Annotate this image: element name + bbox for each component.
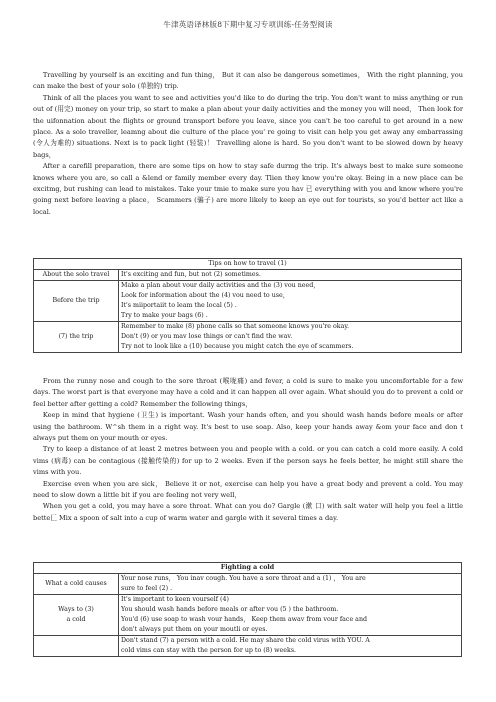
passage-two — [33, 376, 463, 524]
row-label: About the solo travel — [34, 270, 119, 281]
passage-one-para-1: Travelling by yourself is an exciting and fun thing， But it can also be dangerous sometimes， With the right planning, you can make the best of your solo (单独的) trip. — [33, 71, 463, 91]
row-line: Look for information about the (4) vou need to use， — [121, 292, 290, 299]
fighting-cold-table — [33, 562, 462, 657]
travel-tips-table — [33, 258, 462, 353]
passage-two-para-5: When you get a cold, you may have a sore throat. What can you do? Gargle (漱 口) with salt water will help you feel a little bette匚 Mix a spoon of salt into a cup of warm water and gargle with it several times a day. — [33, 502, 463, 522]
passage-two-para-4: Exercise even when you are sick， Believe it or not, exercise can help you have a great body and prevent a cold. You may need to slow down a little bit if you are feeling not very well， — [33, 479, 463, 500]
row-line: Don't stand (7) a person with a cold. He may share the cold virus with YOU. A — [121, 637, 370, 644]
row-label: What a cold causes — [34, 574, 119, 595]
passage-one-para-3: After a carefill preparation, there are some tips on how to stay safe durmg the trip. It's always best to make sure someone knows where you are, so call a &lend or family member every day. Tlien they know you're okay. Being in a new place can be excitmg, but rushing can lead to mistakes. Take your tmie to make sure you hav 已 everything with you and know where you're going next before leaving a place， Scammers (骗子) are more likely to keep an eye out for tourists, so you'd better act like a local. — [33, 162, 463, 216]
table-row — [34, 270, 462, 281]
row-line: Make a plan about vour daily activities and the (3) vou need， — [121, 282, 320, 289]
row-line: cold vims can stay with the person for up to (8) weeks. — [121, 647, 297, 654]
row-label: Ways to (3) a cold — [34, 595, 119, 636]
row-line: You should wash hands before meals or after vou (5 ) the bathroom. — [121, 606, 339, 613]
table-title: Tips on how to travel (1) — [34, 259, 462, 270]
row-content — [119, 322, 462, 353]
table-title: Fighting a cold — [34, 563, 462, 574]
row-line: Don't (9) or you mav lose things or can't find the wav. — [121, 333, 293, 340]
row-line: Try to make your bags (6) . — [121, 312, 208, 319]
row-label: (7) the trip — [34, 322, 119, 353]
row-content — [119, 270, 462, 281]
row-label — [34, 636, 119, 657]
row-content — [119, 574, 462, 595]
row-line: Try not to look like a (10) because you might catch the eye of scammers. — [121, 343, 354, 350]
passage-two-para-1: From the runny nose and cough to the sore throat (喉咙痛) and fever, a cold is sure to make you uncomfortable for a few days. The worst part is that everyone may have a cold and it can happen all over again. What should you do to prevent a cold or feel better after getting a cold? Remember the following things， — [33, 377, 463, 408]
row-line: It's important to keen vourself (4) — [121, 596, 229, 603]
passage-one-para-2: Think of all the places you want to see and activities you'd like to do during the trip. You don't want to miss anything or run out of (用完) money on your trip, so start to make a plan about your daily activities and the money you will need， Then look for the uifonnation about the flights or ground transport before you leave, since you can't be too careful to get around in a new place. As a solo traveller, leamng about die culture of the place you' re going to visit can help you get away any embarrassing (令人为难的) situations. Next is to pack light (轻装)！ Travelling alone is hard. So you don't want to be slowed down by heavy bags， — [33, 93, 463, 159]
table-row — [34, 595, 462, 636]
row-line: don't always put them on your moutli or eyes. — [121, 626, 268, 633]
row-line: sure to feel (2) . — [121, 585, 173, 592]
row-content — [119, 636, 462, 657]
passage-one — [33, 70, 463, 218]
row-content — [119, 595, 462, 636]
table-row — [34, 322, 462, 353]
row-line: You'd (6) use soap to wash vour hands， Keep them awav from vour face and — [121, 616, 368, 623]
row-label: Before the trip — [34, 281, 119, 322]
table-row — [34, 636, 462, 657]
passage-two-para-3: Try to keep a distance of at least 2 metres between you and people with a cold. or you can catch a cold more easily. A cold vims (病毒) can be contagious (接触传染的) for up to 2 weeks. Even if the person says he feels better, he might still share the vims with you. — [33, 445, 463, 477]
row-line: It's miiportaiit to leam the local (5) . — [121, 302, 237, 309]
row-line: Your nose runs， You inav cough. You have a sore throat and a (1) ， You are — [121, 575, 366, 582]
passage-two-para-2: Keep in mind that hygiene (卫生) is important. Wash your hands often, and you should wash hands before meals or after using the bathroom. W^sh them in a right way. It's best to use soap. Also, keep your hands away &om your face and don t always put them on your mouth or eyes. — [33, 411, 463, 443]
table-row — [34, 281, 462, 322]
row-line: Remember to make (8) phone calls so that someone knows you're okay. — [121, 323, 350, 330]
page-header: 牛津英语译林版8下期中复习专项训练-任务型阅读 — [163, 20, 333, 29]
table-row — [34, 574, 462, 595]
row-line: It's exciting and fun, but not (2) sometimes. — [121, 271, 261, 278]
row-content — [119, 281, 462, 322]
